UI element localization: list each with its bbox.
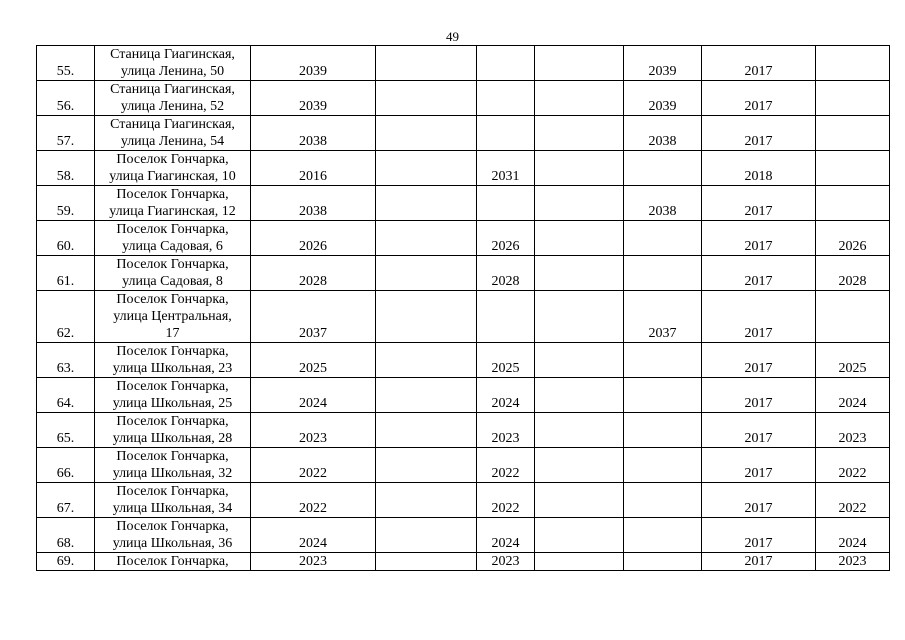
year-cell-c7 <box>816 291 890 343</box>
row-number: 64. <box>37 378 95 413</box>
table-row <box>37 46 890 81</box>
row-number: 61. <box>37 256 95 291</box>
year-cell-c3 <box>477 186 535 221</box>
year-cell-c3 <box>477 81 535 116</box>
year-cell-c3 <box>477 116 535 151</box>
row-number: 66. <box>37 448 95 483</box>
year-cell-c7 <box>816 46 890 81</box>
year-cell-c1: 2028 <box>251 256 376 291</box>
year-cell-c4 <box>535 151 624 186</box>
year-cell-c4 <box>535 413 624 448</box>
year-cell-c3: 2024 <box>477 378 535 413</box>
year-cell-c6: 2017 <box>702 343 816 378</box>
year-cell-c7: 2023 <box>816 553 890 571</box>
year-cell-c2 <box>376 291 477 343</box>
row-number: 65. <box>37 413 95 448</box>
year-cell-c6: 2017 <box>702 413 816 448</box>
year-cell-c3: 2028 <box>477 256 535 291</box>
row-number: 62. <box>37 291 95 343</box>
address-cell: Поселок Гончарка, улица Школьная, 32 <box>95 448 251 483</box>
year-cell-c3: 2024 <box>477 518 535 553</box>
year-cell-c4 <box>535 483 624 518</box>
address-cell: Поселок Гончарка, улица Гиагинская, 12 <box>95 186 251 221</box>
address-cell: Поселок Гончарка, улица Садовая, 8 <box>95 256 251 291</box>
year-cell-c6: 2017 <box>702 256 816 291</box>
year-cell-c5 <box>624 413 702 448</box>
year-cell-c1: 2037 <box>251 291 376 343</box>
year-cell-c6: 2017 <box>702 46 816 81</box>
year-cell-c4 <box>535 518 624 553</box>
address-cell: Поселок Гончарка, улица Садовая, 6 <box>95 221 251 256</box>
year-cell-c6: 2018 <box>702 151 816 186</box>
year-cell-c5: 2039 <box>624 81 702 116</box>
year-cell-c1: 2039 <box>251 46 376 81</box>
table-row <box>37 448 890 483</box>
year-cell-c5 <box>624 553 702 571</box>
year-cell-c2 <box>376 256 477 291</box>
year-cell-c4 <box>535 256 624 291</box>
year-cell-c3: 2023 <box>477 413 535 448</box>
address-cell: Станица Гиагинская, улица Ленина, 54 <box>95 116 251 151</box>
year-cell-c7 <box>816 116 890 151</box>
row-number: 60. <box>37 221 95 256</box>
year-cell-c2 <box>376 343 477 378</box>
table-row <box>37 343 890 378</box>
year-cell-c1: 2016 <box>251 151 376 186</box>
year-cell-c6: 2017 <box>702 448 816 483</box>
page-number: 49 <box>446 29 459 44</box>
year-cell-c2 <box>376 553 477 571</box>
year-cell-c2 <box>376 221 477 256</box>
table-row <box>37 151 890 186</box>
address-cell: Поселок Гончарка, улица Школьная, 23 <box>95 343 251 378</box>
year-cell-c1: 2022 <box>251 448 376 483</box>
year-cell-c4 <box>535 46 624 81</box>
table-row <box>37 483 890 518</box>
year-cell-c7: 2024 <box>816 518 890 553</box>
year-cell-c1: 2038 <box>251 186 376 221</box>
address-cell: Поселок Гончарка, улица Центральная, 17 <box>95 291 251 343</box>
year-cell-c1: 2025 <box>251 343 376 378</box>
row-number: 56. <box>37 81 95 116</box>
year-cell-c1: 2024 <box>251 378 376 413</box>
year-cell-c1: 2026 <box>251 221 376 256</box>
table-row <box>37 116 890 151</box>
year-cell-c4 <box>535 343 624 378</box>
year-cell-c4 <box>535 378 624 413</box>
year-cell-c3: 2022 <box>477 483 535 518</box>
year-cell-c5 <box>624 256 702 291</box>
year-cell-c5: 2038 <box>624 116 702 151</box>
year-cell-c4 <box>535 221 624 256</box>
table-row <box>37 221 890 256</box>
year-cell-c2 <box>376 46 477 81</box>
row-number: 55. <box>37 46 95 81</box>
address-cell: Станица Гиагинская, улица Ленина, 52 <box>95 81 251 116</box>
row-number: 69. <box>37 553 95 571</box>
year-cell-c5: 2037 <box>624 291 702 343</box>
year-cell-c2 <box>376 483 477 518</box>
year-cell-c3 <box>477 291 535 343</box>
year-cell-c6: 2017 <box>702 378 816 413</box>
year-cell-c4 <box>535 81 624 116</box>
year-cell-c5 <box>624 483 702 518</box>
year-cell-c5 <box>624 448 702 483</box>
year-cell-c7: 2022 <box>816 448 890 483</box>
year-cell-c2 <box>376 413 477 448</box>
year-cell-c6: 2017 <box>702 186 816 221</box>
year-cell-c2 <box>376 518 477 553</box>
year-cell-c1: 2039 <box>251 81 376 116</box>
year-cell-c5: 2038 <box>624 186 702 221</box>
year-cell-c2 <box>376 151 477 186</box>
year-cell-c1: 2022 <box>251 483 376 518</box>
year-cell-c7: 2023 <box>816 413 890 448</box>
table-row <box>37 81 890 116</box>
row-number: 63. <box>37 343 95 378</box>
row-number: 67. <box>37 483 95 518</box>
year-cell-c5 <box>624 221 702 256</box>
year-cell-c1: 2024 <box>251 518 376 553</box>
table-row <box>37 186 890 221</box>
year-cell-c7 <box>816 81 890 116</box>
year-cell-c4 <box>535 116 624 151</box>
table-row <box>37 291 890 343</box>
year-cell-c3: 2026 <box>477 221 535 256</box>
address-cell: Поселок Гончарка, улица Школьная, 34 <box>95 483 251 518</box>
year-cell-c1: 2038 <box>251 116 376 151</box>
address-cell: Станица Гиагинская, улица Ленина, 50 <box>95 46 251 81</box>
year-cell-c1: 2023 <box>251 553 376 571</box>
year-cell-c3: 2031 <box>477 151 535 186</box>
year-cell-c5 <box>624 343 702 378</box>
address-cell: Поселок Гончарка, улица Школьная, 25 <box>95 378 251 413</box>
table-row <box>37 378 890 413</box>
year-cell-c4 <box>535 448 624 483</box>
year-cell-c7: 2022 <box>816 483 890 518</box>
year-cell-c3 <box>477 46 535 81</box>
year-cell-c2 <box>376 81 477 116</box>
year-cell-c4 <box>535 186 624 221</box>
year-cell-c1: 2023 <box>251 413 376 448</box>
schedule-table <box>36 45 890 571</box>
year-cell-c3: 2023 <box>477 553 535 571</box>
year-cell-c6: 2017 <box>702 291 816 343</box>
table-row <box>37 413 890 448</box>
row-number: 57. <box>37 116 95 151</box>
year-cell-c5 <box>624 151 702 186</box>
row-number: 68. <box>37 518 95 553</box>
table-row <box>37 256 890 291</box>
row-number: 58. <box>37 151 95 186</box>
year-cell-c2 <box>376 448 477 483</box>
table-row <box>37 553 890 571</box>
address-cell: Поселок Гончарка, <box>95 553 251 571</box>
year-cell-c7: 2025 <box>816 343 890 378</box>
year-cell-c5: 2039 <box>624 46 702 81</box>
year-cell-c7: 2026 <box>816 221 890 256</box>
year-cell-c6: 2017 <box>702 553 816 571</box>
year-cell-c6: 2017 <box>702 116 816 151</box>
year-cell-c7 <box>816 186 890 221</box>
year-cell-c6: 2017 <box>702 483 816 518</box>
year-cell-c2 <box>376 378 477 413</box>
year-cell-c6: 2017 <box>702 221 816 256</box>
year-cell-c2 <box>376 186 477 221</box>
year-cell-c4 <box>535 291 624 343</box>
year-cell-c3: 2022 <box>477 448 535 483</box>
year-cell-c5 <box>624 518 702 553</box>
year-cell-c7: 2024 <box>816 378 890 413</box>
year-cell-c4 <box>535 553 624 571</box>
year-cell-c6: 2017 <box>702 81 816 116</box>
address-cell: Поселок Гончарка, улица Гиагинская, 10 <box>95 151 251 186</box>
year-cell-c7: 2028 <box>816 256 890 291</box>
year-cell-c2 <box>376 116 477 151</box>
year-cell-c6: 2017 <box>702 518 816 553</box>
year-cell-c7 <box>816 151 890 186</box>
year-cell-c5 <box>624 378 702 413</box>
table-row <box>37 518 890 553</box>
address-cell: Поселок Гончарка, улица Школьная, 28 <box>95 413 251 448</box>
address-cell: Поселок Гончарка, улица Школьная, 36 <box>95 518 251 553</box>
year-cell-c3: 2025 <box>477 343 535 378</box>
row-number: 59. <box>37 186 95 221</box>
